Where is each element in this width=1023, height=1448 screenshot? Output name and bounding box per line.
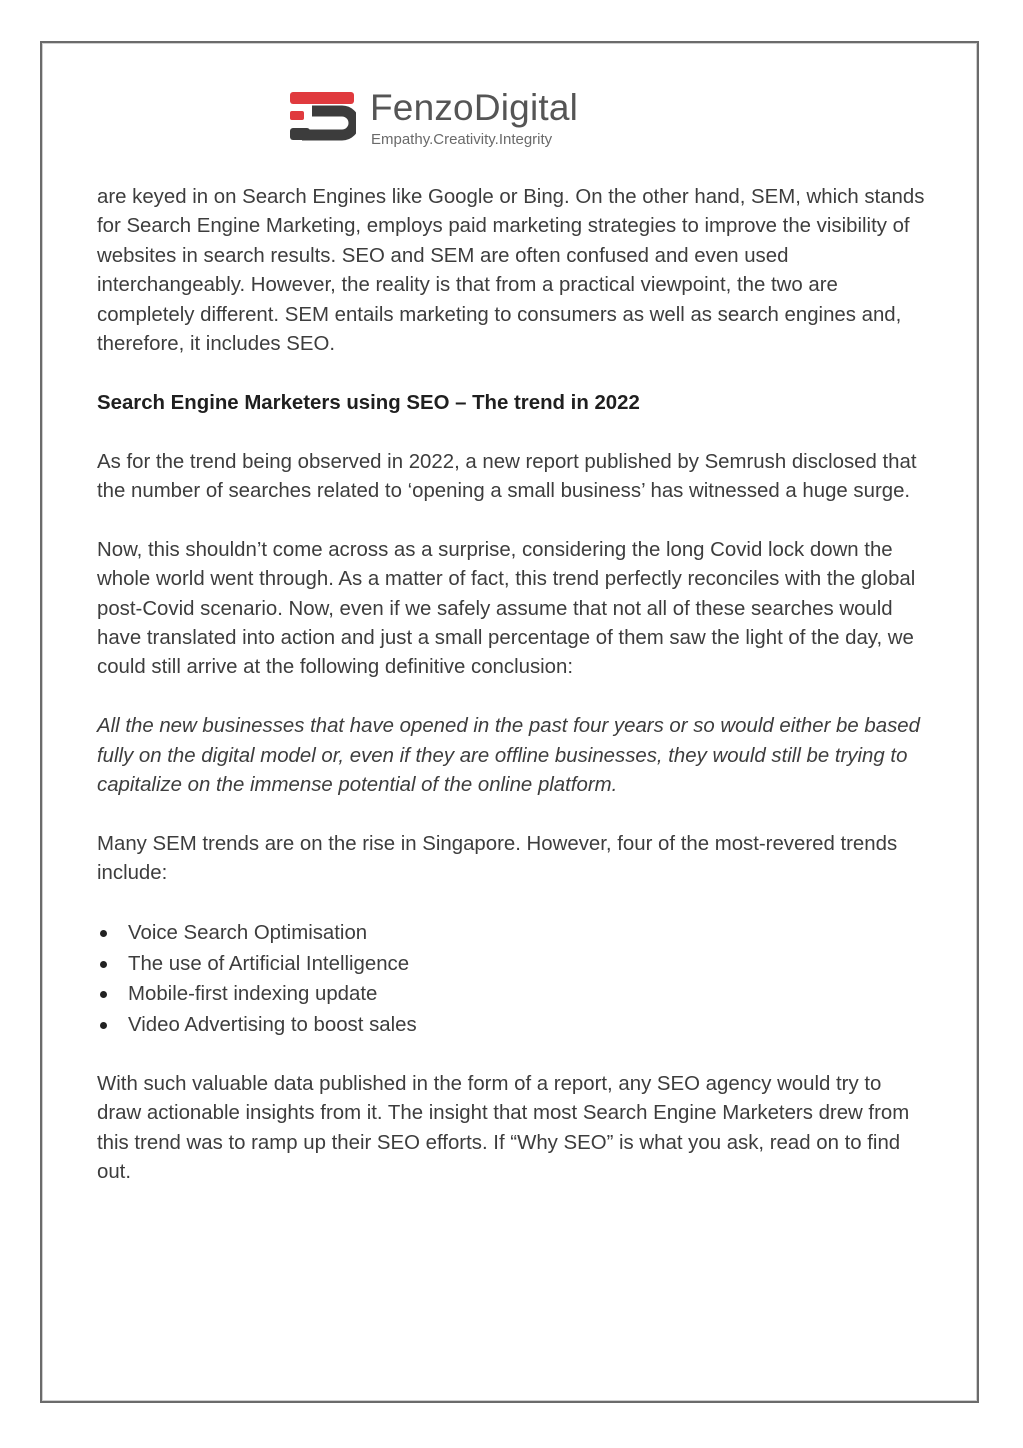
list-item (97, 918, 927, 949)
bullet-icon (100, 930, 107, 937)
list-item (97, 1010, 927, 1041)
article-body (97, 183, 927, 1187)
bullet-icon (100, 1022, 107, 1029)
closing-paragraph: With such valuable data published in the form of a report, any SEO agency would try to draw actionable insights from it. The insight that most Search Engine Marketers drew from this trend was to ramp up their SEO efforts. If “Why SEO” is what you ask, read on to find out. (97, 1072, 910, 1184)
list-item-label: Voice Search Optimisation (128, 922, 368, 945)
bullet-icon (100, 961, 107, 968)
list-item-label: Video Advertising to boost sales (128, 1013, 417, 1036)
trends-intro-paragraph: Many SEM trends are on the rise in Singapore. However, four of the most-revered trends include: (97, 832, 898, 885)
list-item (97, 949, 927, 980)
section-heading: Search Engine Marketers using SEO – The trend in 2022 (97, 391, 640, 414)
covid-paragraph: Now, this shouldn’t come across as a surprise, considering the long Covid lock down the whole world went through. As a matter of fact, this trend perfectly reconciles with the global post-Covid scenario. Now, even if we safely assume that not all of these searches would have translated into action and just a small percentage of them saw the light of the day, we could still arrive at the following definitive conclusion: (97, 538, 916, 679)
bullet-icon (100, 991, 107, 998)
list-item-label: Mobile-first indexing update (128, 983, 378, 1006)
fenzodigital-logo-icon (288, 90, 356, 150)
intro-paragraph: are keyed in on Search Engines like Google or Bing. On the other hand, SEM, which stands for Search Engine Marketing, employs paid marketing strategies to improve the visibility of websites in search results. SEO and SEM are often confused and even used interchangeably. However, the reality is that from a practical viewpoint, the two are completely different. SEM entails marketing to consumers as well as search engines and, therefore, it includes SEO. (97, 186, 925, 356)
list-item-label: The use of Artificial Intelligence (128, 952, 410, 975)
trend-paragraph: As for the trend being observed in 2022, a new report published by Semrush disclosed that the number of searches related to ‘opening a small business’ has witnessed a huge surge. (97, 450, 917, 503)
logo-tagline: Empathy.Creativity.Integrity (371, 131, 553, 148)
fenzodigital-logo (288, 86, 598, 158)
conclusion-paragraph: All the new businesses that have opened in the past four years or so would either be based fully on the digital model or, even if they are offline businesses, they would still be trying to capitalize on the immense potential of the online platform. (97, 715, 920, 797)
list-item (97, 979, 927, 1010)
trends-list (97, 918, 927, 1040)
logo-name: FenzoDigital (370, 87, 579, 128)
